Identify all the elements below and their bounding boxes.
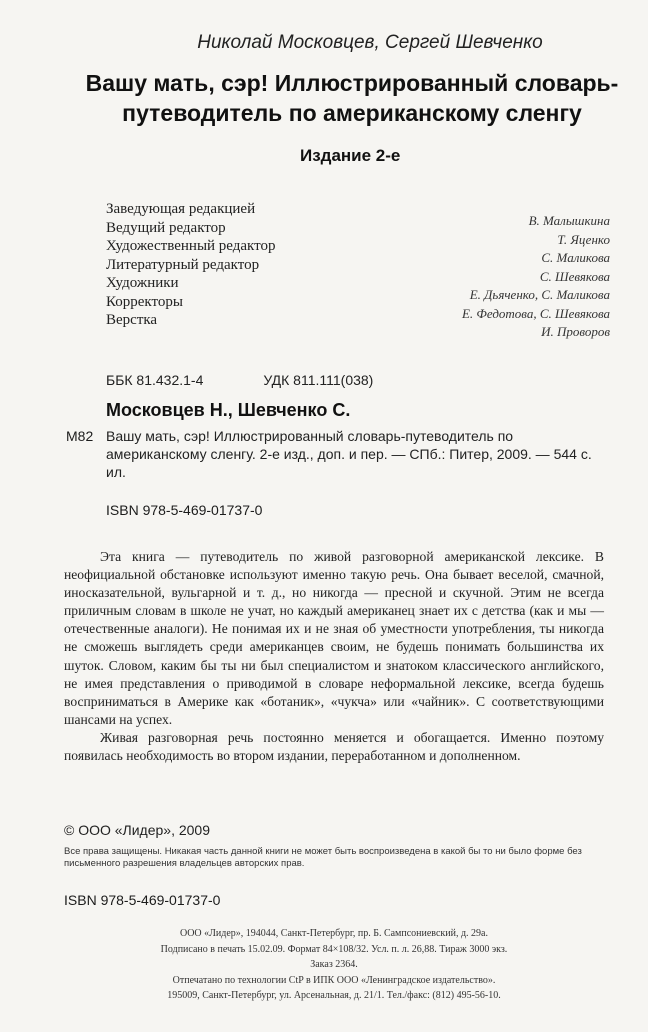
- bbk-code: ББК 81.432.1-4: [106, 372, 204, 388]
- staff-roles: [106, 200, 276, 330]
- catalog-code: М82: [66, 428, 94, 444]
- staff-role: Заведующая редакцией: [106, 201, 256, 217]
- staff-name: И. Проворов: [541, 324, 610, 339]
- catalog-description: Вашу мать, сэр! Иллюстрированный словарь-путеводитель по американскому сленгу. 2-е изд., доп. и пер. — СПб.: Питер, 2009. — 544 с. ил.: [106, 428, 592, 480]
- staff-role: Верстка: [106, 312, 158, 328]
- catalog-isbn: ISBN 978-5-469-01737-0: [106, 502, 263, 518]
- staff-name: С. Шевякова: [539, 268, 610, 284]
- classification-codes: [106, 372, 373, 388]
- authors: Николай Московцев, Сергей Шевченко: [197, 32, 543, 53]
- annotation: [64, 548, 604, 765]
- staff-name: В. Малышкина: [528, 213, 610, 228]
- staff-name: С. Маликова: [541, 250, 610, 265]
- staff-names: [462, 212, 610, 342]
- staff-name: Е. Дьяченко, С. Маликова: [469, 287, 610, 302]
- catalog-author: Московцев Н., Шевченко С.: [106, 400, 351, 420]
- book-title: [62, 68, 642, 128]
- copyright: © ООО «Лидер», 2009: [64, 822, 211, 838]
- staff-role: Корректоры: [106, 293, 183, 310]
- staff-name: Е. Федотова, С. Шевякова: [461, 305, 610, 321]
- imprint-line: Заказ 2364.: [310, 959, 358, 970]
- imprint-line: 195009, Санкт-Петербург, ул. Арсенальная, д. 21/1. Тел./факс: (812) 495-56-10.: [167, 990, 501, 1001]
- title-line-1: Вашу мать, сэр! Иллюстрированный словарь-: [85, 70, 619, 96]
- imprint-line: Отпечатано по технологии CtP в ИПК ООО «Ленинградское издательство».: [172, 974, 496, 986]
- staff-role: Художники: [106, 275, 179, 291]
- annotation-paragraph-1: Эта книга — путеводитель по живой разговорной американской лексике. В неофициальной обстановке используют именно такую речь. Она бывает веселой, смачной, иносказательной, вульгарной и т. д., но никогда — пресной и скучной. Этим не всегда приличным словам в школе не учат, но каждый американец знает их с детства (как и мы — отечественные аналоги). Не понимая их и не зная об уместности употребления, ты никогда не сможешь выглядеть среди американцев своим, не будешь понимать большинства их шуток. Словом, каким бы ты ни был специалистом и знатоком классического английского, не имея представления о приводимой в словаре неформальной лексике, всегда будешь восприниматься в Америке как «ботаник», «чукча» или «чайник». С соответствующими шансами на успех.: [64, 549, 604, 727]
- edition: Издание 2-е: [300, 146, 401, 165]
- annotation-paragraph-2: Живая разговорная речь постоянно меняется и обогащается. Именно поэтому появилась необходимость во втором издании, переработанном и дополненном.: [64, 729, 604, 764]
- staff-name: Т. Яценко: [557, 231, 610, 247]
- rights-notice: Все права защищены. Никакая часть данной книги не может быть воспроизведена в какой бы то ни было форме без письменного разрешения владельцев авторских прав.: [64, 846, 582, 869]
- isbn: ISBN 978-5-469-01737-0: [64, 892, 221, 908]
- staff-role: Художественный редактор: [106, 238, 276, 254]
- title-line-2: путеводитель по американскому сленгу: [122, 100, 582, 126]
- imprint: [64, 926, 604, 1004]
- imprint-line: Подписано в печать 15.02.09. Формат 84×108/32. Усл. п. л. 26,88. Тираж 3000 экз.: [160, 943, 508, 955]
- imprint-line: ООО «Лидер», 194044, Санкт-Петербург, пр. Б. Сампсониевский, д. 29а.: [179, 928, 488, 939]
- staff-role: Ведущий редактор: [106, 219, 226, 236]
- udk-code: УДК 811.111(038): [263, 372, 374, 388]
- staff-role: Литературный редактор: [106, 256, 260, 273]
